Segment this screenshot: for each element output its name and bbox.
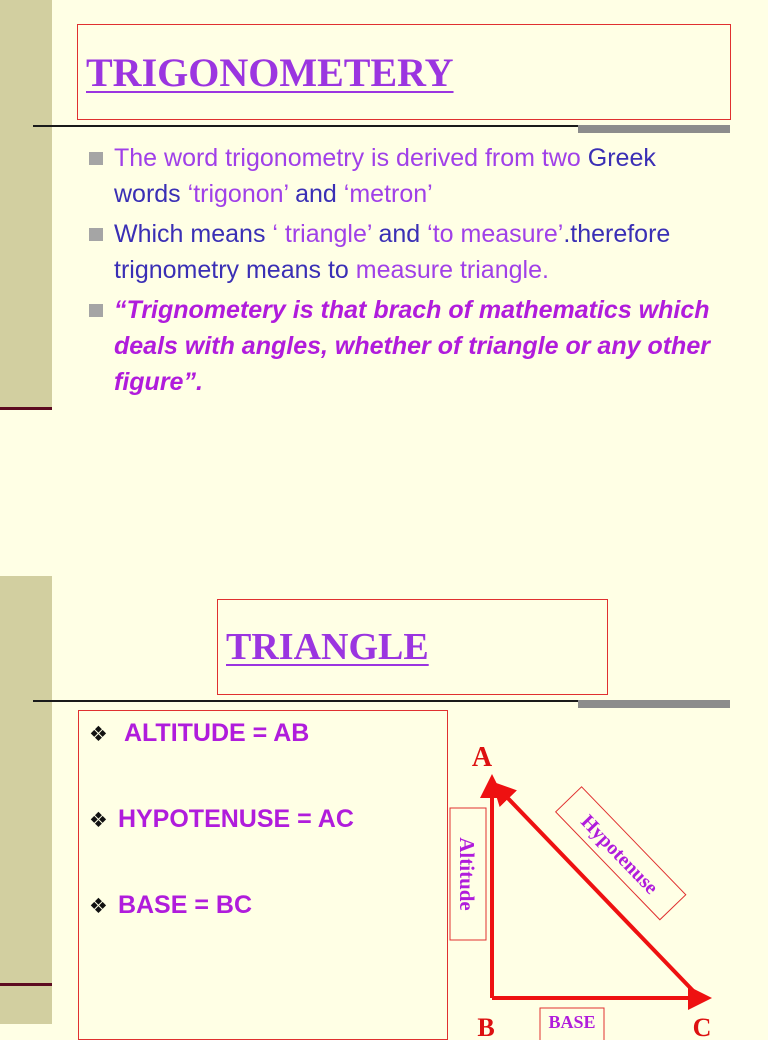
text-run: “Trignometery is that brach of mathematics which deals with angles, whether of triangle or any other figure”. (114, 296, 710, 396)
text-run: and (295, 180, 344, 208)
bullet-item (88, 140, 728, 212)
bullet-text (114, 296, 710, 396)
text-run: and (378, 220, 428, 248)
text-run: ‘to measure’ (427, 220, 564, 248)
altitude-label-box (450, 808, 486, 940)
right-triangle-diagram (440, 726, 740, 1040)
definition-item (89, 719, 309, 748)
left-accent-bar (0, 0, 52, 410)
text-run: measure triangle. (355, 256, 549, 284)
hypotenuse-label-box (556, 787, 686, 920)
text-run: The word trigonometry is derived from two (114, 144, 588, 172)
text-run: Which means (114, 220, 273, 248)
title-rule-shadow (578, 125, 730, 133)
text-run: ‘trigonon’ (187, 180, 296, 208)
left-accent-bar (0, 576, 52, 1024)
text-run: Greek words (114, 144, 656, 208)
accent-bar-line (0, 983, 52, 986)
bullet-text (114, 220, 670, 284)
slide-title: TRIGONOMETERY (86, 50, 454, 95)
diamond-bullet-icon: ❖ (89, 723, 108, 746)
item-text: HYPOTENUSE = AC (117, 805, 354, 833)
item-text: ALTITUDE = AB (123, 719, 310, 747)
square-bullet-icon (89, 304, 103, 317)
text-run: ‘metron’ (343, 180, 433, 208)
square-bullet-icon (89, 152, 103, 165)
altitude-label: Altitude (455, 837, 479, 911)
item-text: BASE = BC (117, 891, 253, 919)
text-run: .therefore trignometry means to (114, 220, 671, 284)
vertex-a-label: A (471, 742, 493, 773)
slide-trigonometry (0, 0, 768, 490)
bullet-list (88, 140, 728, 404)
definition-item (89, 891, 252, 920)
definitions-box (78, 710, 448, 1040)
accent-bar-line (0, 407, 52, 410)
diamond-bullet-icon: ❖ (89, 809, 108, 832)
definition-item (89, 805, 354, 834)
vertex-c-label: C (692, 1013, 712, 1040)
bullet-text (114, 144, 656, 208)
diamond-bullet-icon: ❖ (89, 895, 108, 918)
text-run: ‘ triangle’ (272, 220, 379, 248)
title-frame (77, 24, 731, 120)
vertex-b-label: B (477, 1013, 495, 1040)
base-label-box (540, 1008, 604, 1040)
title-frame (217, 599, 608, 695)
title-rule-shadow (578, 700, 730, 708)
slide-title: TRIANGLE (226, 626, 429, 668)
bullet-item (88, 216, 728, 288)
base-label: BASE (548, 1012, 596, 1032)
slide-triangle (0, 576, 768, 1040)
square-bullet-icon (89, 228, 103, 241)
definition-quote (88, 292, 728, 400)
hypotenuse-label: Hypotenuse (576, 810, 663, 899)
